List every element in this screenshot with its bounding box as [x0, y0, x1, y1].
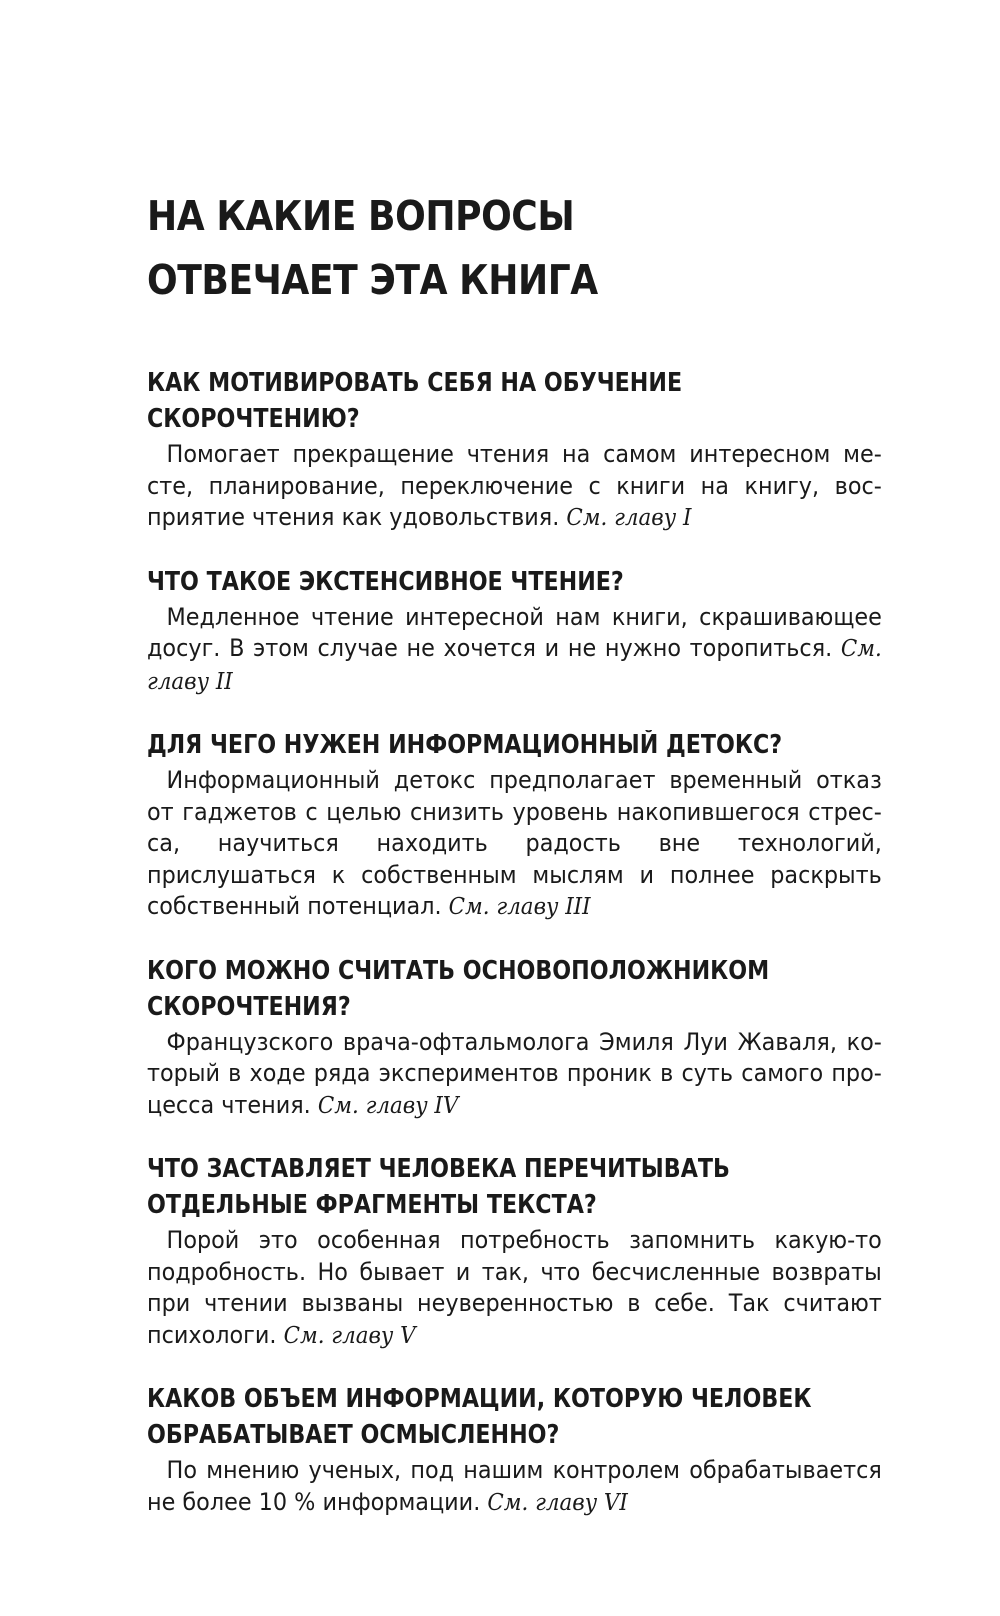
chapter-reference: См. главу III — [448, 894, 591, 920]
chapter-reference: См. главу IV — [317, 1092, 459, 1119]
question-heading: ЧТО ЗАСТАВЛЯЕТ ЧЕЛОВЕКА ПЕРЕЧИТЫВАТЬ ОТДЕЛЬНЫЕ ФРАГМЕНТЫ ТЕКСТА? — [147, 1154, 730, 1220]
book-page — [147, 184, 882, 1548]
question-heading: ЧТО ТАКОЕ ЭКСТЕНСИВНОЕ ЧТЕНИЕ? — [147, 566, 624, 597]
question-heading: КАК МОТИВИРОВАТЬ СЕБЯ НА ОБУЧЕНИЕ СКОРОЧТЕНИЮ? — [147, 368, 683, 434]
chapter-reference: См. главу V — [283, 1322, 416, 1349]
qa-item — [147, 1151, 882, 1352]
answer-body: Французского врача-офтальмолога Эмиля Луи Жаваля, который в ходе ряда экспериментов проник в суть самого процесса чтения. — [147, 1027, 882, 1119]
question-heading: ДЛЯ ЧЕГО НУЖЕН ИНФОРМАЦИОННЫЙ ДЕТОКС? — [147, 730, 783, 760]
chapter-reference: См. главу II — [147, 636, 882, 695]
chapter-reference: См. главу I — [566, 505, 692, 531]
page-title-line-2: ОТВЕЧАЕТ ЭТА КНИГА — [147, 256, 598, 304]
qa-item — [147, 1381, 882, 1519]
answer-body: По мнению ученых, под нашим контролем обрабатывается не более 10 % информации. — [147, 1456, 882, 1516]
answer-text — [147, 602, 882, 699]
answer-body: Информационный детокс предполагает временный отказ от гаджетов с целью снизить уровень накопившегося стресса, научиться находить радость вне технологий, прислушаться к собственным мыслям и полнее раскрыть собственный потенциал. — [147, 766, 882, 920]
qa-list — [147, 365, 882, 1519]
page-title — [147, 184, 878, 312]
qa-item — [147, 365, 882, 535]
qa-item — [147, 953, 882, 1123]
answer-body: Порой это особенная потребность запомнить какую-то подробность. Но бывает и так, что бесчисленные возвраты при чтении вызваны неуверенностью в себе. Так считают психологи. — [147, 1226, 882, 1349]
answer-body: Помогает прекращение чтения на самом интересном месте, планирование, переключение с книги на книгу, восприятие чтения как удовольствия. — [147, 440, 882, 531]
qa-item — [147, 727, 882, 924]
question-heading: КОГО МОЖНО СЧИТАТЬ ОСНОВОПОЛОЖНИКОМ СКОРОЧТЕНИЯ? — [147, 955, 770, 1022]
qa-item — [147, 564, 882, 699]
answer-text — [147, 1027, 882, 1123]
answer-text — [147, 1455, 882, 1519]
page-title-line-1: НА КАКИЕ ВОПРОСЫ — [147, 192, 575, 240]
question-heading: КАКОВ ОБЪЕМ ИНФОРМАЦИИ, КОТОРУЮ ЧЕЛОВЕК ОБРАБАТЫВАЕТ ОСМЫСЛЕННО? — [147, 1384, 812, 1450]
chapter-reference: См. главу VI — [487, 1489, 628, 1516]
answer-text — [147, 1225, 882, 1352]
answer-body: Медленное чтение интересной нам книги, скрашивающее досуг. В этом случае не хочется и не нужно торопиться. — [147, 602, 882, 662]
answer-text — [147, 765, 882, 924]
answer-text — [147, 439, 882, 535]
